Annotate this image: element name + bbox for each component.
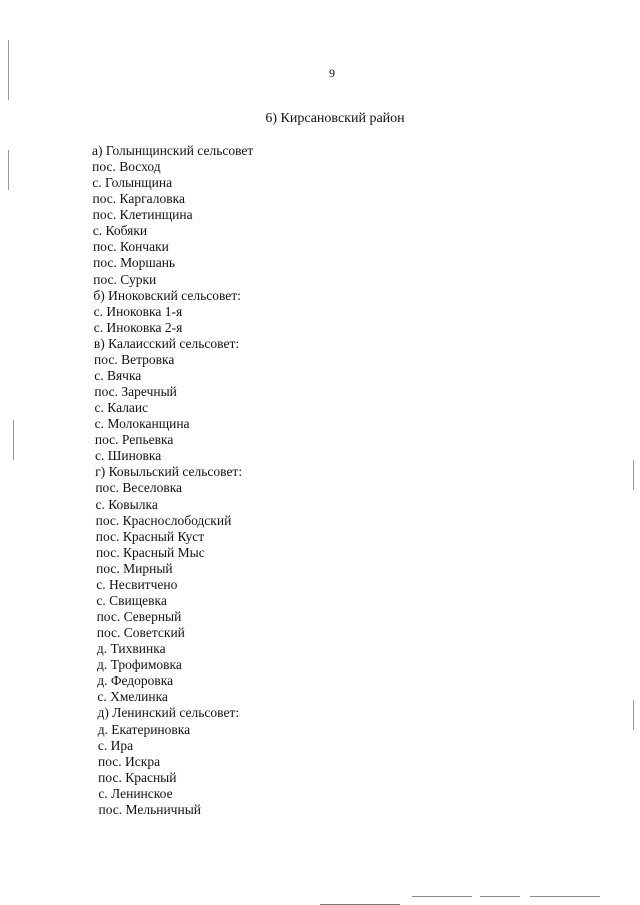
- list-item: пос. Красный: [98, 769, 177, 785]
- list-item: пос. Моршань: [93, 255, 176, 271]
- list-item: пос. Кончаки: [92, 239, 169, 255]
- scan-edge-mark: [633, 700, 634, 730]
- scan-edge-mark: [8, 150, 9, 190]
- list-item: пос. Репьевка: [94, 432, 174, 448]
- list-item: с. Молоканщина: [94, 416, 190, 432]
- list-item: пос. Красный Куст: [95, 528, 205, 544]
- list-item: с. Иноковка 1-я: [93, 303, 183, 319]
- list-item: с. Голынщина: [92, 175, 173, 191]
- list-item: пос. Красный Мыс: [95, 544, 205, 560]
- list-item: с. Иноковка 2-я: [93, 319, 183, 335]
- list-item: с. Шиновка: [95, 448, 162, 464]
- scan-bottom-dash: [412, 896, 472, 897]
- list-item: д) Ленинский сельсовет:: [97, 705, 240, 721]
- list-item: пос. Мирный: [96, 560, 173, 576]
- list-item: пос. Каргаловка: [92, 191, 185, 207]
- list-item: пос. Мельничный: [98, 801, 201, 817]
- list-item: пос. Искра: [98, 753, 161, 769]
- list-item: пос. Заречный: [94, 384, 177, 400]
- list-item: пос. Восход: [92, 159, 161, 175]
- list-item: д. Тихвинка: [96, 641, 166, 657]
- list-item: г) Ковыльский сельсовет:: [95, 464, 243, 480]
- list-item: с. Свищевка: [96, 592, 167, 608]
- list-item: с. Кобяки: [92, 223, 148, 239]
- list-item: с. Ира: [97, 737, 134, 753]
- list-item: пос. Северный: [96, 609, 182, 625]
- list-item: с. Несвитчено: [96, 576, 178, 592]
- list-item: д. Федоровка: [97, 673, 174, 689]
- scan-edge-mark: [13, 420, 14, 460]
- section-title: 6) Кирсановский район: [265, 111, 405, 126]
- list-item: а) Голынщинский сельсовет: [92, 143, 254, 158]
- list-item: пос. Советский: [96, 625, 185, 641]
- list-item: пос. Веселовка: [95, 480, 183, 496]
- scan-bottom-dash: [480, 896, 520, 897]
- list-item: в) Калаисский сельсовет:: [93, 335, 240, 351]
- list-item: с. Ковылка: [95, 496, 158, 512]
- list-item: д. Трофимовка: [97, 657, 182, 673]
- list-item: с. Вячка: [94, 367, 142, 383]
- list-item: б) Иноковский сельсовет:: [93, 287, 241, 303]
- list-item: пос. Ветровка: [94, 351, 175, 367]
- list-item: с. Хмелинка: [97, 689, 168, 705]
- list-item: пос. Клетинщина: [92, 207, 193, 223]
- scan-edge-mark: [633, 460, 634, 490]
- list-item: с. Ленинское: [98, 785, 173, 801]
- scan-bottom-dash: [530, 896, 600, 897]
- list-item: д. Екатериновка: [97, 721, 191, 737]
- page-number: 9: [329, 66, 335, 80]
- list-item: с. Калаис: [94, 400, 149, 416]
- list-item: пос. Краснослободский: [95, 512, 232, 528]
- list-item: пос. Сурки: [93, 271, 157, 287]
